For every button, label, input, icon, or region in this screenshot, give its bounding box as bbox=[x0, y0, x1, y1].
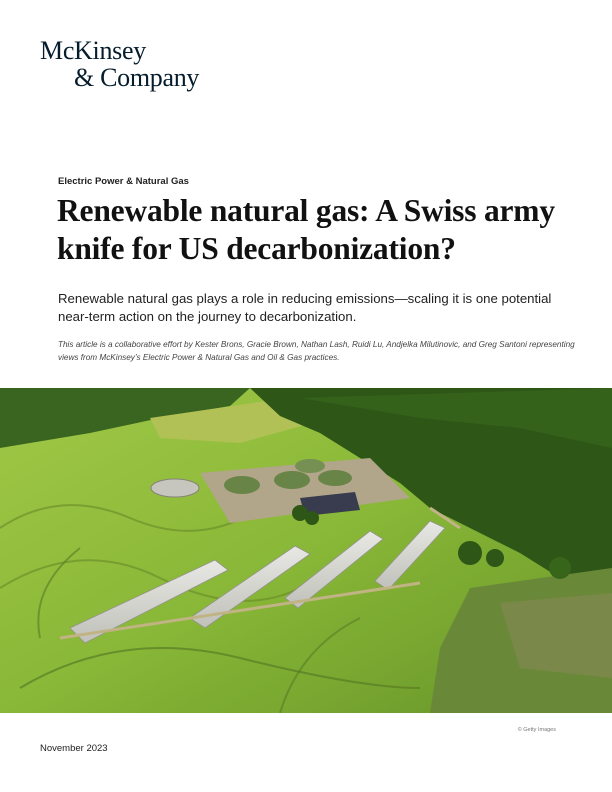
section-label: Electric Power & Natural Gas bbox=[58, 176, 189, 187]
logo-line-1: McKinsey bbox=[40, 36, 146, 65]
article-title: Renewable natural gas: A Swiss army knife for US decarbonization? bbox=[57, 193, 555, 266]
publication-date: November 2023 bbox=[40, 743, 108, 754]
aerial-farm-illustration bbox=[0, 388, 612, 713]
article-subtitle: Renewable natural gas plays a role in reducing emissions—scaling it is one potential near-term action on the journey to decarbonization. bbox=[58, 291, 552, 324]
mckinsey-logo bbox=[40, 37, 199, 91]
cover-photo bbox=[0, 388, 612, 713]
photo-credit: © Getty Images bbox=[517, 727, 556, 733]
logo-line-2: & Company bbox=[74, 63, 200, 92]
author-byline: This article is a collaborative effort by Kester Brons, Gracie Brown, Nathan Lash, Ruidi Lu, Andjelka Milutinovic, and Greg Santoni representing views from McKinsey’s Electric Power & Natural Gas and Oil & Gas practices. bbox=[58, 340, 575, 362]
